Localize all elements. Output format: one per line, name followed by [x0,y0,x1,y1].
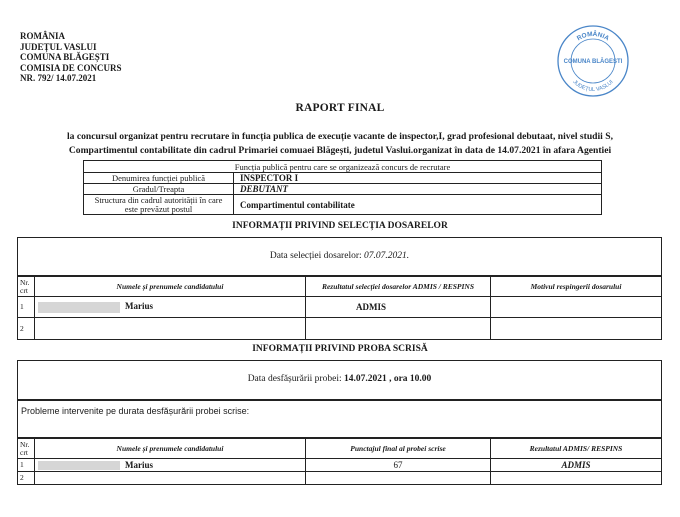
dosare-row2-name [35,318,306,340]
proba-row1-name: Marius [125,459,153,470]
proba-row1-result: ADMIS [491,459,662,472]
intro-paragraph [12,130,668,157]
intro-line-2: Compartimentul contabilitate din cadrul Primariei comuaei Blăgești, judetul Vaslui.organizat în data de 14.07.2021 în afara Agentiei [68,144,612,156]
dosare-col-result: Rezultatul selecției dosarelor ADMIS / RESPINS [306,277,491,297]
report-title: RAPORT FINAL [295,102,385,114]
dosare-row1-name: Marius [125,301,153,312]
header-county: JUDEȚUL VASLUI [20,41,97,52]
dosare-row1-result: ADMIS [306,297,491,318]
proba-heading: INFORMAȚII PRIVIND PROBA SCRISĂ [252,344,428,354]
proba-problems-label: Probleme intervenite pe durata desfășurării probei scrise: [21,406,250,416]
dosare-row1-reason [491,297,662,318]
proba-date-value: 14.07.2021 [343,374,387,384]
structure-value: Compartimentul contabilitate [234,195,602,215]
proba-date-line [18,374,661,384]
dosare-date-label: Data selecției dosarelor: [269,251,365,261]
dosare-date-line [18,251,661,261]
dosare-col-nr: Nr. crt [18,277,35,297]
dosare-row1-nr: 1 [18,297,35,318]
header-registration: NR. 792/ 14.07.2021 [20,73,97,83]
proba-problems-box [17,400,662,438]
proba-col-nr: Nr. crt [18,439,35,459]
dosare-col-reason: Motivul respingerii dosarului [491,277,662,297]
redacted-surname [38,302,120,313]
table-row [18,459,662,472]
function-name-label: Denumirea funcției publică [84,173,234,184]
proba-col-score: Punctajul final al probei scrise [306,439,491,459]
proba-date-label: Data desfășurării probei: [247,374,344,384]
intro-line-1: la concursul organizat pentru recrutare în funcția publica de execuție vacante de inspector,I, grad profesional debutaat, nivel studii S, [67,131,613,142]
function-name-value: INSPECTOR I [234,173,602,184]
proba-col-result: Rezultatul ADMIS/ RESPINS [491,439,662,459]
header-commune: COMUNA BLĂGEȘTI [20,52,110,62]
stamp-top-text: ROMÂNIA [575,30,611,43]
table-row [18,318,662,340]
dosare-date-box [17,237,662,276]
proba-row1-score: 67 [306,459,491,472]
proba-row2-result [491,472,662,485]
proba-time: , ora 10.00 [386,374,432,384]
dosare-table [17,276,662,340]
dosare-row2-reason [491,318,662,340]
proba-date-box [17,360,662,400]
header-country: ROMÂNIA [20,31,65,41]
table-row [18,297,662,318]
stamp-center-text: COMUNA BLĂGEȘTI [563,59,623,65]
grade-label: Gradul/Treapta [84,184,234,195]
proba-col-name: Numele și prenumele candidatului [35,439,306,459]
dosare-row2-result [306,318,491,340]
proba-row2-score [306,472,491,485]
grade-value: DEBUTANT [234,184,602,195]
official-stamp [556,24,630,98]
dosare-heading: INFORMAȚII PRIVIND SELECȚIA DOSARELOR [232,221,448,231]
proba-row2-name [35,472,306,485]
svg-text:COMUNA BLĂGEȘTI [564,58,623,65]
structure-label: Structura din cadrul autorității în care este prevăzut postul [84,195,234,215]
header-commission: COMISIA DE CONCURS [20,62,122,73]
institution-header [20,31,122,84]
table-row [18,472,662,485]
svg-text:ROMÂNIA [576,29,611,43]
proba-row1-name-cell [35,459,306,472]
proba-row2-nr: 2 [18,472,35,485]
proba-row1-nr: 1 [18,459,35,472]
function-table [83,160,602,215]
dosare-date-value: 07.07.2021. [364,251,410,261]
svg-text:JUDEȚUL VASLUI [571,79,615,93]
stamp-bottom-text: JUDEȚUL VASLUI [571,79,615,94]
dosare-col-name: Numele și prenumele candidatului [35,277,306,297]
proba-table [17,438,662,485]
dosare-row2-nr: 2 [18,318,35,340]
redacted-surname [38,461,120,470]
function-table-caption: Funcția publică pentru care se organizează concurs de recrutare [84,161,602,173]
dosare-row1-name-cell [35,297,306,318]
